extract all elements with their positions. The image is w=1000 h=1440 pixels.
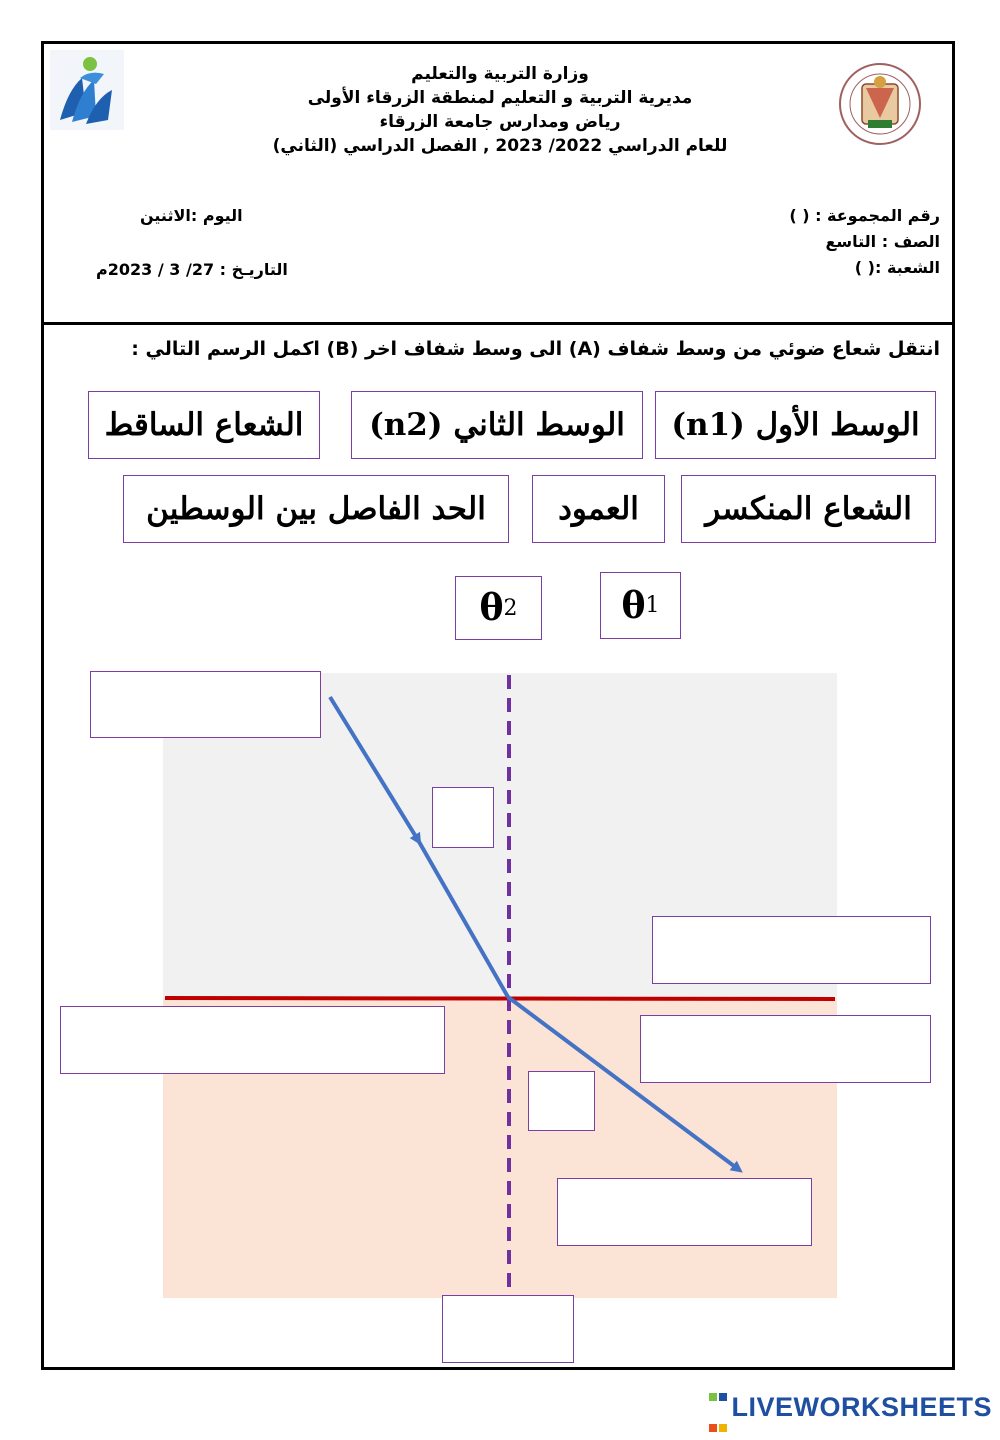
drop-angle-theta1[interactable]: [432, 787, 494, 848]
word-incident-ray[interactable]: الشعاع الساقط: [88, 391, 320, 459]
date-label: التاريـخ : 27/ 3 / 2023م: [96, 260, 288, 279]
boundary-line: [165, 998, 835, 999]
brand-text: LIVEWORKSHEETS: [731, 1392, 992, 1423]
theta1-symbol: θ: [621, 584, 646, 627]
day-label: اليوم :الاثنين: [140, 206, 243, 225]
word-normal[interactable]: العمود: [532, 475, 665, 543]
drop-incident-ray[interactable]: [90, 671, 321, 738]
word-medium1[interactable]: الوسط الأول (n1): [655, 391, 936, 459]
drop-medium2[interactable]: [640, 1015, 931, 1083]
section-label: الشعبة :( ): [854, 258, 940, 277]
group-number: رقم المجموعة : ( ): [789, 206, 940, 225]
theta2-symbol: θ: [479, 587, 504, 629]
word-medium2[interactable]: الوسط الثاني (n2): [351, 391, 643, 459]
question-instruction: انتقل شعاع ضوئي من وسط شفاف (A) الى وسط شفاف اخر (B) اكمل الرسم التالي :: [131, 338, 940, 360]
drop-boundary[interactable]: [60, 1006, 445, 1074]
ministry-title: وزارة التربية والتعليم: [411, 64, 589, 84]
word-refracted-ray[interactable]: الشعاع المنكسر: [681, 475, 936, 543]
liveworksheets-brand[interactable]: [708, 1378, 992, 1440]
theta2-subscript: 2: [503, 595, 518, 621]
drop-medium1[interactable]: [652, 916, 931, 984]
academic-year: للعام الدراسي 2022/ 2023 , الفصل الدراسي (الثاني): [272, 136, 728, 156]
directorate-title: مديرية التربية و التعليم لمنطقة الزرقاء الأولى: [307, 88, 693, 108]
liveworksheets-icon: [708, 1378, 728, 1440]
school-title: رياض ومدارس جامعة الزرقاء: [379, 112, 621, 132]
grade-label: الصف : التاسع: [825, 232, 940, 251]
theta1-subscript: 1: [645, 593, 660, 618]
drop-angle-theta2[interactable]: [528, 1071, 595, 1131]
drop-refracted-ray[interactable]: [557, 1178, 812, 1246]
word-boundary[interactable]: الحد الفاصل بين الوسطين: [123, 475, 509, 543]
drop-normal[interactable]: [442, 1295, 574, 1363]
